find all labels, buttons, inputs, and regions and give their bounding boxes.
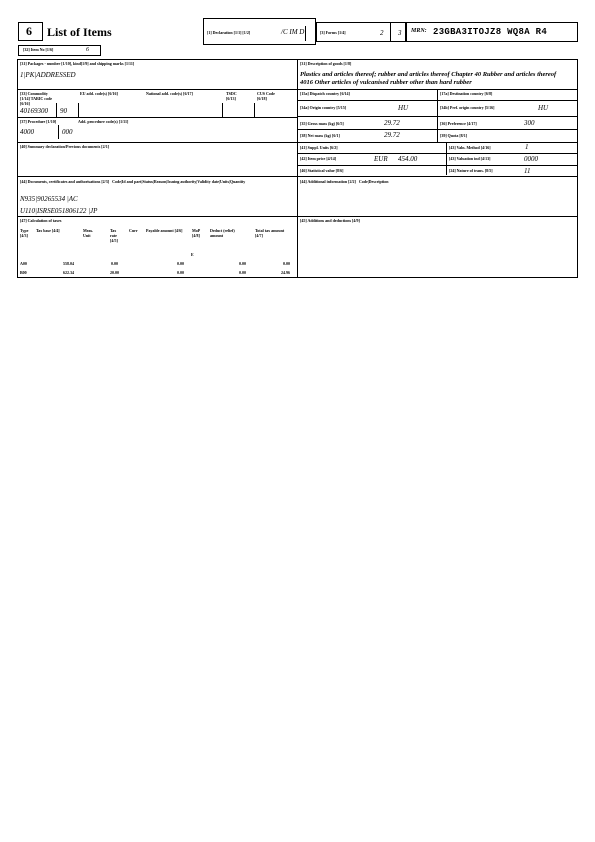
documents-label-text: [44] Documents, certificates and authorisations [2/3] bbox=[20, 179, 110, 184]
row-line-gross bbox=[297, 116, 578, 117]
suppl-divider bbox=[446, 142, 447, 175]
calc-header-base: Tax base [4/4] bbox=[36, 228, 60, 233]
commodity-div-1 bbox=[56, 103, 57, 117]
calc-row-1-base: 558.04 bbox=[63, 261, 74, 266]
row-line-calculation bbox=[17, 216, 578, 217]
calc-row-2-rate: 20.00 bbox=[110, 270, 119, 275]
forms-divider bbox=[390, 22, 391, 42]
commodity-suffix: 90 bbox=[60, 107, 67, 115]
additional-info-label bbox=[300, 179, 388, 184]
item-no-label: [32] Item No [1/6] bbox=[23, 47, 54, 52]
calc-row-1-payable: 0.00 bbox=[177, 261, 184, 266]
calc-row-2-total: 24.96 bbox=[281, 270, 290, 275]
calc-header-rate: Tax rate [4/5] bbox=[110, 228, 118, 243]
forms-current: 2 bbox=[380, 29, 384, 37]
calc-header-type: Type [4/3] bbox=[20, 228, 29, 238]
item-price-currency: EUR bbox=[374, 155, 388, 163]
calculation-label: [47] Calculation of taxes bbox=[20, 218, 62, 223]
documents-line-1: N935|90265534 |AC bbox=[20, 195, 78, 203]
dispatch-country-label: [15a] Dispatch country [6/14] bbox=[300, 91, 350, 96]
commodity-div-4 bbox=[254, 103, 255, 117]
nature-trans-label: [24] Nature of trans. [8/5] bbox=[449, 168, 493, 173]
row-line-origin bbox=[297, 100, 578, 101]
commodity-code: 40169300 bbox=[20, 107, 48, 115]
declaration-label: [1] Declaration [1/1] [1/2] bbox=[207, 30, 251, 35]
calc-row-1-deduct: 0.00 bbox=[239, 261, 246, 266]
forms-total: 3 bbox=[398, 29, 402, 37]
add-procedure-code: 000 bbox=[62, 128, 73, 136]
row-line-item-price bbox=[297, 153, 578, 154]
calc-row-2-base: 622.34 bbox=[63, 270, 74, 275]
declaration-divider bbox=[305, 26, 306, 41]
row-line-procedure bbox=[17, 117, 297, 118]
packages-value: 1|PK|ADDRESSED bbox=[20, 71, 76, 79]
valn-method-value: 1 bbox=[525, 143, 529, 151]
documents-line-2: U110|ISRSE051806122 |JP bbox=[20, 207, 98, 215]
commodity-div-2 bbox=[78, 103, 79, 117]
destination-country-label: [17a] Destination country [6/8] bbox=[440, 91, 493, 96]
additional-info-label-text: [44] Additional information [2/2] bbox=[300, 179, 356, 184]
statistical-value-label: [46] Statistical value [8/6] bbox=[300, 168, 344, 173]
form-number: 6 bbox=[26, 24, 32, 38]
mrn-label: MRN: bbox=[411, 28, 427, 34]
additional-info-columns: Code|Description bbox=[358, 179, 389, 184]
quota-label: [39] Quota [8/1] bbox=[440, 133, 468, 138]
description-value: Plastics and articles thereof; rubber and articles thereof Chapter 40 Rubber and articles thereof 4016 Other articles of vulcanised rubber other than hard rubber bbox=[300, 71, 557, 86]
mrn-value: 23GBA3ITOJZ8 WQ8A R4 bbox=[433, 27, 548, 37]
calc-row-2-deduct: 0.00 bbox=[239, 270, 246, 275]
calc-row-2-type: B00 bbox=[20, 270, 27, 275]
tsdc-label: TSDC [6/13] bbox=[226, 91, 237, 101]
row-line-summary bbox=[17, 142, 578, 143]
calc-mop-note: E bbox=[191, 252, 194, 257]
pref-origin-value: HU bbox=[538, 104, 549, 112]
calc-header-curr: Curr bbox=[129, 228, 138, 233]
eu-add-code-label: EU add. code(s) [6/16] bbox=[80, 91, 118, 96]
commodity-label bbox=[20, 91, 56, 106]
preference-value: 300 bbox=[524, 119, 535, 127]
pref-origin-label: [34b] Pref. origin country [5/16] bbox=[440, 105, 495, 110]
commodity-label-text: [33] Commodity [1/14] TARIC code [6/16] bbox=[20, 91, 53, 106]
item-price-label: [42] Item price [4/14] bbox=[300, 156, 337, 161]
item-no-value: 6 bbox=[86, 47, 89, 53]
description-label: [31] Description of goods [1/8] bbox=[300, 61, 352, 66]
valn-method-label: [43] Valn. Method [4/16] bbox=[449, 145, 491, 150]
calc-header-payable: Payable amount [4/6] bbox=[146, 228, 183, 233]
add-procedure-label: Add. procedure code(s) [1/11] bbox=[78, 119, 129, 124]
gross-mass-label: [35] Gross mass (kg) [6/5] bbox=[300, 121, 344, 126]
origin-country-label: [34a] Origin country [5/15] bbox=[300, 105, 347, 110]
suppl-units-label: [41] Suppl. Units [6/2] bbox=[300, 145, 338, 150]
net-mass-label: [38] Net mass (kg) [6/1] bbox=[300, 133, 340, 138]
commodity-div-3 bbox=[222, 103, 223, 117]
nature-trans-value: 11 bbox=[524, 167, 531, 175]
procedure-code: 4000 bbox=[20, 128, 34, 136]
forms-label: [3] Forms [1/4] bbox=[320, 30, 346, 35]
documents-label bbox=[20, 179, 292, 184]
grid-center-divider bbox=[297, 59, 298, 278]
row-line-net bbox=[297, 129, 578, 130]
item-price-value: 454.00 bbox=[398, 155, 418, 163]
calc-row-1-type: A00 bbox=[20, 261, 27, 266]
calc-header-total: Total tax amount [4/7] bbox=[255, 228, 285, 238]
documents-columns: Code|Id and part|Status|Reason|Issuing authority|Validity date|Units|Quantity bbox=[112, 179, 246, 184]
procedure-divider bbox=[58, 125, 59, 139]
calc-row-1-rate: 0.00 bbox=[111, 261, 118, 266]
summary-label: [40] Summary declaration/Previous documents [2/1] bbox=[20, 144, 110, 149]
calc-header-mop: MoP [4/8] bbox=[192, 228, 200, 238]
row-line-commodity bbox=[17, 89, 297, 90]
declaration-value: /C IM D bbox=[281, 28, 305, 36]
gross-mass-value: 29.72 bbox=[384, 119, 400, 127]
calc-header-unit: Meas. Unit bbox=[83, 228, 94, 238]
preference-label: [36] Preference [4/17] bbox=[440, 121, 477, 126]
packages-label: [31] Packages - number [1/10], kind[1/9] and shipping marks [1/11] bbox=[20, 61, 135, 66]
row-line-statistical bbox=[297, 165, 578, 166]
cus-code-label: CUS Code [6/18] bbox=[257, 91, 275, 101]
calc-row-1-total: 0.00 bbox=[283, 261, 290, 266]
valuation-ind-label: [43] Valuation ind [4/13] bbox=[449, 156, 491, 161]
calc-row-2-payable: 0.00 bbox=[177, 270, 184, 275]
row-line-documents bbox=[17, 176, 578, 177]
procedure-label: [37] Procedure [1/10] bbox=[20, 119, 57, 124]
valuation-ind-value: 0000 bbox=[524, 155, 538, 163]
origin-country-value: HU bbox=[398, 104, 409, 112]
net-mass-value: 29.72 bbox=[384, 131, 400, 139]
additions-label: [45] Additions and deductions [4/9] bbox=[300, 218, 360, 223]
page-title: List of Items bbox=[47, 25, 112, 39]
calc-header-deduct: Deduct (relief) amount bbox=[210, 228, 235, 238]
national-add-code-label: National add. code(s) [6/17] bbox=[146, 91, 193, 96]
